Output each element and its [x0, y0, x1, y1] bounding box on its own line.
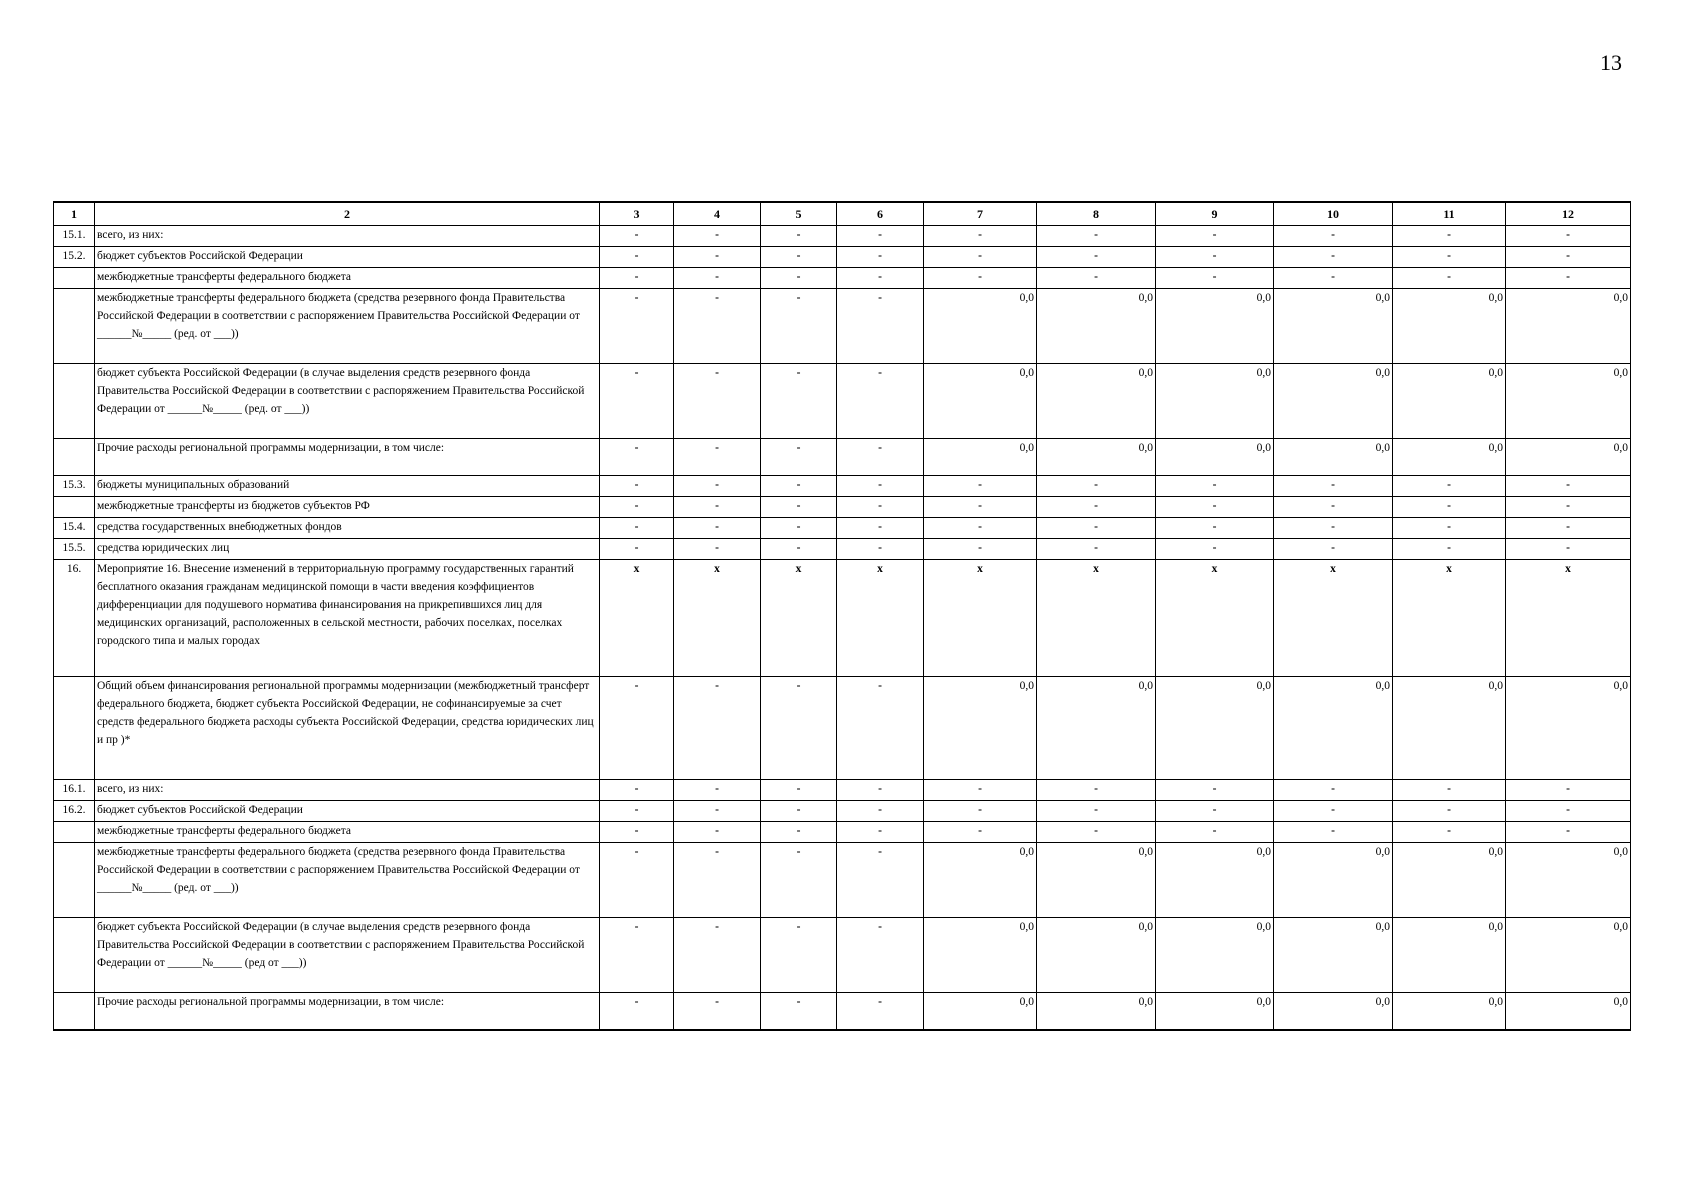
value-cell: -	[1506, 476, 1631, 497]
value-cell: 0,0	[1506, 364, 1631, 439]
value-cell: x	[600, 560, 674, 677]
table-row	[54, 247, 1631, 268]
value-cell: 0,0	[1274, 677, 1393, 780]
value-cell: 0,0	[1156, 677, 1274, 780]
value-cell: -	[1393, 780, 1506, 801]
value-cell: -	[761, 822, 837, 843]
value-cell: -	[761, 539, 837, 560]
value-cell: -	[837, 289, 924, 364]
value-cell: -	[600, 518, 674, 539]
value-cell: -	[1393, 822, 1506, 843]
value-cell: 0,0	[1393, 677, 1506, 780]
value-cell: 0,0	[1506, 289, 1631, 364]
value-cell: 0,0	[924, 364, 1037, 439]
value-cell: -	[761, 289, 837, 364]
value-cell: -	[837, 918, 924, 993]
value-cell: -	[837, 539, 924, 560]
column-header: 10	[1274, 202, 1393, 226]
value-cell: x	[924, 560, 1037, 677]
row-number: 16.1.	[54, 780, 95, 801]
value-cell: -	[1274, 780, 1393, 801]
value-cell: -	[1274, 476, 1393, 497]
row-description: Прочие расходы региональной программы модернизации, в том числе:	[95, 993, 600, 1031]
value-cell: -	[1274, 518, 1393, 539]
row-description: Общий объем финансирования региональной программы модернизации (межбюджетный трансферт федерального бюджета, бюджет субъекта Российской Федерации, не софинансируемые за счет средств федерального бюджета расходы субъекта Российской Федерации, средства юридических лиц и пр )*	[95, 677, 600, 780]
table-row	[54, 439, 1631, 476]
column-header: 11	[1393, 202, 1506, 226]
table-row	[54, 518, 1631, 539]
value-cell: -	[837, 518, 924, 539]
value-cell: -	[1274, 497, 1393, 518]
value-cell: 0,0	[1156, 364, 1274, 439]
row-number: 15.4.	[54, 518, 95, 539]
table-row	[54, 993, 1631, 1031]
value-cell: -	[1156, 247, 1274, 268]
value-cell: -	[1506, 497, 1631, 518]
table-row	[54, 289, 1631, 364]
value-cell: -	[1506, 268, 1631, 289]
value-cell: -	[674, 476, 761, 497]
value-cell: -	[674, 439, 761, 476]
value-cell: -	[761, 918, 837, 993]
value-cell: 0,0	[1037, 364, 1156, 439]
value-cell: -	[1037, 801, 1156, 822]
value-cell: -	[761, 439, 837, 476]
value-cell: -	[761, 247, 837, 268]
value-cell: 0,0	[1156, 439, 1274, 476]
column-header: 2	[95, 202, 600, 226]
row-number	[54, 918, 95, 993]
value-cell: x	[1274, 560, 1393, 677]
table-row	[54, 476, 1631, 497]
row-description: межбюджетные трансферты федерального бюджета (средства резервного фонда Правительства Российской Федерации в соответствии с распоряжением Правительства Российской Федерации от ______№_____ (ред. от ___))	[95, 843, 600, 918]
value-cell: -	[1156, 497, 1274, 518]
value-cell: -	[1156, 476, 1274, 497]
value-cell: -	[761, 677, 837, 780]
value-cell: 0,0	[1393, 439, 1506, 476]
value-cell: -	[600, 268, 674, 289]
value-cell: -	[837, 993, 924, 1031]
value-cell: -	[1037, 518, 1156, 539]
value-cell: -	[674, 801, 761, 822]
row-description: бюджет субъектов Российской Федерации	[95, 247, 600, 268]
value-cell: -	[837, 268, 924, 289]
value-cell: -	[600, 993, 674, 1031]
row-number	[54, 822, 95, 843]
value-cell: x	[1393, 560, 1506, 677]
value-cell: -	[1393, 268, 1506, 289]
column-header: 12	[1506, 202, 1631, 226]
row-number: 15.1.	[54, 226, 95, 247]
value-cell: -	[674, 677, 761, 780]
value-cell: -	[674, 364, 761, 439]
value-cell: 0,0	[1393, 289, 1506, 364]
table-row	[54, 822, 1631, 843]
row-number: 15.2.	[54, 247, 95, 268]
value-cell: -	[674, 843, 761, 918]
value-cell: 0,0	[924, 289, 1037, 364]
value-cell: -	[1274, 801, 1393, 822]
value-cell: 0,0	[1506, 918, 1631, 993]
value-cell: 0,0	[1037, 993, 1156, 1031]
value-cell: -	[924, 518, 1037, 539]
row-number: 15.5.	[54, 539, 95, 560]
value-cell: 0,0	[1156, 993, 1274, 1031]
value-cell: -	[1037, 268, 1156, 289]
value-cell: -	[837, 497, 924, 518]
value-cell: -	[1506, 518, 1631, 539]
value-cell: -	[674, 497, 761, 518]
value-cell: -	[924, 801, 1037, 822]
table-row	[54, 539, 1631, 560]
value-cell: -	[924, 226, 1037, 247]
value-cell: 0,0	[1274, 918, 1393, 993]
value-cell: -	[924, 476, 1037, 497]
value-cell: 0,0	[1156, 918, 1274, 993]
column-header: 3	[600, 202, 674, 226]
value-cell: -	[1506, 780, 1631, 801]
row-number	[54, 497, 95, 518]
table-row	[54, 780, 1631, 801]
value-cell: -	[674, 289, 761, 364]
value-cell: -	[1506, 801, 1631, 822]
value-cell: 0,0	[1274, 364, 1393, 439]
row-number	[54, 364, 95, 439]
value-cell: 0,0	[1037, 289, 1156, 364]
value-cell: -	[674, 780, 761, 801]
value-cell: -	[837, 822, 924, 843]
value-cell: -	[600, 226, 674, 247]
value-cell: -	[1156, 822, 1274, 843]
value-cell: -	[1037, 226, 1156, 247]
value-cell: -	[837, 476, 924, 497]
value-cell: -	[674, 226, 761, 247]
value-cell: -	[761, 780, 837, 801]
value-cell: 0,0	[1156, 289, 1274, 364]
row-number	[54, 289, 95, 364]
value-cell: -	[1393, 539, 1506, 560]
row-description: межбюджетные трансферты федерального бюджета	[95, 268, 600, 289]
row-description: межбюджетные трансферты федерального бюджета (средства резервного фонда Правительства Российской Федерации в соответствии с распоряжением Правительства Российской Федерации от ______№_____ (ред. от ___))	[95, 289, 600, 364]
value-cell: -	[600, 439, 674, 476]
column-header: 4	[674, 202, 761, 226]
value-cell: -	[924, 268, 1037, 289]
value-cell: -	[837, 226, 924, 247]
value-cell: -	[1037, 780, 1156, 801]
value-cell: 0,0	[1274, 289, 1393, 364]
value-cell: -	[600, 476, 674, 497]
value-cell: 0,0	[1506, 843, 1631, 918]
value-cell: -	[600, 780, 674, 801]
row-number	[54, 439, 95, 476]
column-header: 9	[1156, 202, 1274, 226]
value-cell: -	[924, 247, 1037, 268]
value-cell: -	[1393, 476, 1506, 497]
value-cell: -	[600, 677, 674, 780]
table-row	[54, 268, 1631, 289]
value-cell: -	[1393, 518, 1506, 539]
value-cell: 0,0	[924, 439, 1037, 476]
value-cell: -	[600, 822, 674, 843]
value-cell: -	[1274, 247, 1393, 268]
value-cell: x	[837, 560, 924, 677]
column-header: 7	[924, 202, 1037, 226]
row-description: всего, из них:	[95, 226, 600, 247]
row-description: бюджеты муниципальных образований	[95, 476, 600, 497]
page-number: 13	[1600, 50, 1622, 75]
value-cell: -	[674, 539, 761, 560]
value-cell: -	[1506, 226, 1631, 247]
value-cell: x	[1506, 560, 1631, 677]
value-cell: -	[1037, 539, 1156, 560]
value-cell: -	[674, 518, 761, 539]
table-row	[54, 677, 1631, 780]
value-cell: -	[1156, 801, 1274, 822]
value-cell: -	[1393, 801, 1506, 822]
table-row	[54, 364, 1631, 439]
row-description: всего, из них:	[95, 780, 600, 801]
value-cell: -	[1156, 539, 1274, 560]
value-cell: -	[1037, 247, 1156, 268]
row-description: бюджет субъекта Российской Федерации (в случае выделения средств резервного фонда Правительства Российской Федерации в соответствии с распоряжением Правительства Российской Федерации от ______№_____ (ред от ___))	[95, 918, 600, 993]
value-cell: 0,0	[1393, 993, 1506, 1031]
value-cell: 0,0	[1274, 439, 1393, 476]
column-header: 1	[54, 202, 95, 226]
value-cell: -	[1156, 518, 1274, 539]
table-row	[54, 801, 1631, 822]
value-cell: -	[600, 918, 674, 993]
value-cell: 0,0	[1274, 993, 1393, 1031]
value-cell: x	[1037, 560, 1156, 677]
value-cell: -	[1037, 476, 1156, 497]
row-description: Мероприятие 16. Внесение изменений в территориальную программу государственных гарантий бесплатного оказания гражданам медицинской помощи в части введения коэффициентов дифференциации для подушевого норматива финансирования на прикрепившихся лиц для медицинских организаций, расположенных в сельской местности, рабочих поселках, поселках городского типа и малых городах	[95, 560, 600, 677]
value-cell: -	[837, 247, 924, 268]
value-cell: -	[837, 677, 924, 780]
row-number	[54, 843, 95, 918]
value-cell: -	[674, 993, 761, 1031]
value-cell: -	[761, 364, 837, 439]
value-cell: -	[837, 780, 924, 801]
value-cell: -	[1393, 226, 1506, 247]
value-cell: -	[837, 843, 924, 918]
table-body	[54, 226, 1631, 1031]
value-cell: -	[761, 843, 837, 918]
value-cell: x	[761, 560, 837, 677]
row-description: межбюджетные трансферты из бюджетов субъектов РФ	[95, 497, 600, 518]
value-cell: 0,0	[924, 843, 1037, 918]
value-cell: -	[674, 918, 761, 993]
row-number: 16.2.	[54, 801, 95, 822]
column-header: 8	[1037, 202, 1156, 226]
value-cell: -	[674, 268, 761, 289]
table-row	[54, 918, 1631, 993]
value-cell: 0,0	[1506, 993, 1631, 1031]
value-cell: -	[924, 780, 1037, 801]
value-cell: -	[1393, 247, 1506, 268]
table-row	[54, 497, 1631, 518]
column-header: 6	[837, 202, 924, 226]
value-cell: -	[1156, 780, 1274, 801]
value-cell: 0,0	[1506, 677, 1631, 780]
value-cell: -	[600, 539, 674, 560]
value-cell: -	[1506, 539, 1631, 560]
value-cell: 0,0	[1037, 677, 1156, 780]
value-cell: -	[600, 497, 674, 518]
value-cell: -	[761, 497, 837, 518]
value-cell: -	[924, 822, 1037, 843]
value-cell: -	[1274, 822, 1393, 843]
value-cell: -	[837, 801, 924, 822]
row-description: бюджет субъекта Российской Федерации (в случае выделения средств резервного фонда Правительства Российской Федерации в соответствии с распоряжением Правительства Российской Федерации от ______№_____ (ред. от ___))	[95, 364, 600, 439]
value-cell: -	[924, 539, 1037, 560]
row-number: 16.	[54, 560, 95, 677]
value-cell: -	[1037, 497, 1156, 518]
value-cell: -	[761, 476, 837, 497]
value-cell: -	[1506, 822, 1631, 843]
value-cell: -	[1156, 226, 1274, 247]
value-cell: -	[1274, 539, 1393, 560]
value-cell: 0,0	[1156, 843, 1274, 918]
value-cell: 0,0	[1037, 918, 1156, 993]
value-cell: -	[761, 801, 837, 822]
value-cell: 0,0	[924, 918, 1037, 993]
row-number	[54, 677, 95, 780]
value-cell: -	[1506, 247, 1631, 268]
value-cell: -	[1274, 226, 1393, 247]
row-description: средства государственных внебюджетных фондов	[95, 518, 600, 539]
row-number: 15.3.	[54, 476, 95, 497]
value-cell: -	[600, 289, 674, 364]
value-cell: 0,0	[1393, 918, 1506, 993]
column-header: 5	[761, 202, 837, 226]
row-description: межбюджетные трансферты федерального бюджета	[95, 822, 600, 843]
value-cell: x	[674, 560, 761, 677]
value-cell: -	[1274, 268, 1393, 289]
row-number	[54, 993, 95, 1031]
column-number-row	[54, 202, 1631, 226]
value-cell: -	[674, 822, 761, 843]
value-cell: -	[1156, 268, 1274, 289]
value-cell: -	[837, 439, 924, 476]
value-cell: -	[761, 226, 837, 247]
value-cell: 0,0	[924, 677, 1037, 780]
budget-table	[53, 201, 1631, 1031]
value-cell: -	[600, 843, 674, 918]
value-cell: -	[1393, 497, 1506, 518]
value-cell: 0,0	[1506, 439, 1631, 476]
value-cell: -	[761, 993, 837, 1031]
value-cell: -	[1037, 822, 1156, 843]
table-row	[54, 226, 1631, 247]
value-cell: 0,0	[1037, 843, 1156, 918]
value-cell: x	[1156, 560, 1274, 677]
value-cell: -	[600, 364, 674, 439]
value-cell: -	[674, 247, 761, 268]
table-row	[54, 560, 1631, 677]
row-description: средства юридических лиц	[95, 539, 600, 560]
value-cell: -	[600, 801, 674, 822]
row-number	[54, 268, 95, 289]
value-cell: 0,0	[1274, 843, 1393, 918]
value-cell: 0,0	[1393, 843, 1506, 918]
value-cell: -	[924, 497, 1037, 518]
table-row	[54, 843, 1631, 918]
value-cell: -	[761, 268, 837, 289]
row-description: Прочие расходы региональной программы модернизации, в том числе:	[95, 439, 600, 476]
value-cell: 0,0	[1393, 364, 1506, 439]
value-cell: -	[837, 364, 924, 439]
value-cell: -	[600, 247, 674, 268]
value-cell: -	[761, 518, 837, 539]
value-cell: 0,0	[924, 993, 1037, 1031]
row-description: бюджет субъектов Российской Федерации	[95, 801, 600, 822]
value-cell: 0,0	[1037, 439, 1156, 476]
